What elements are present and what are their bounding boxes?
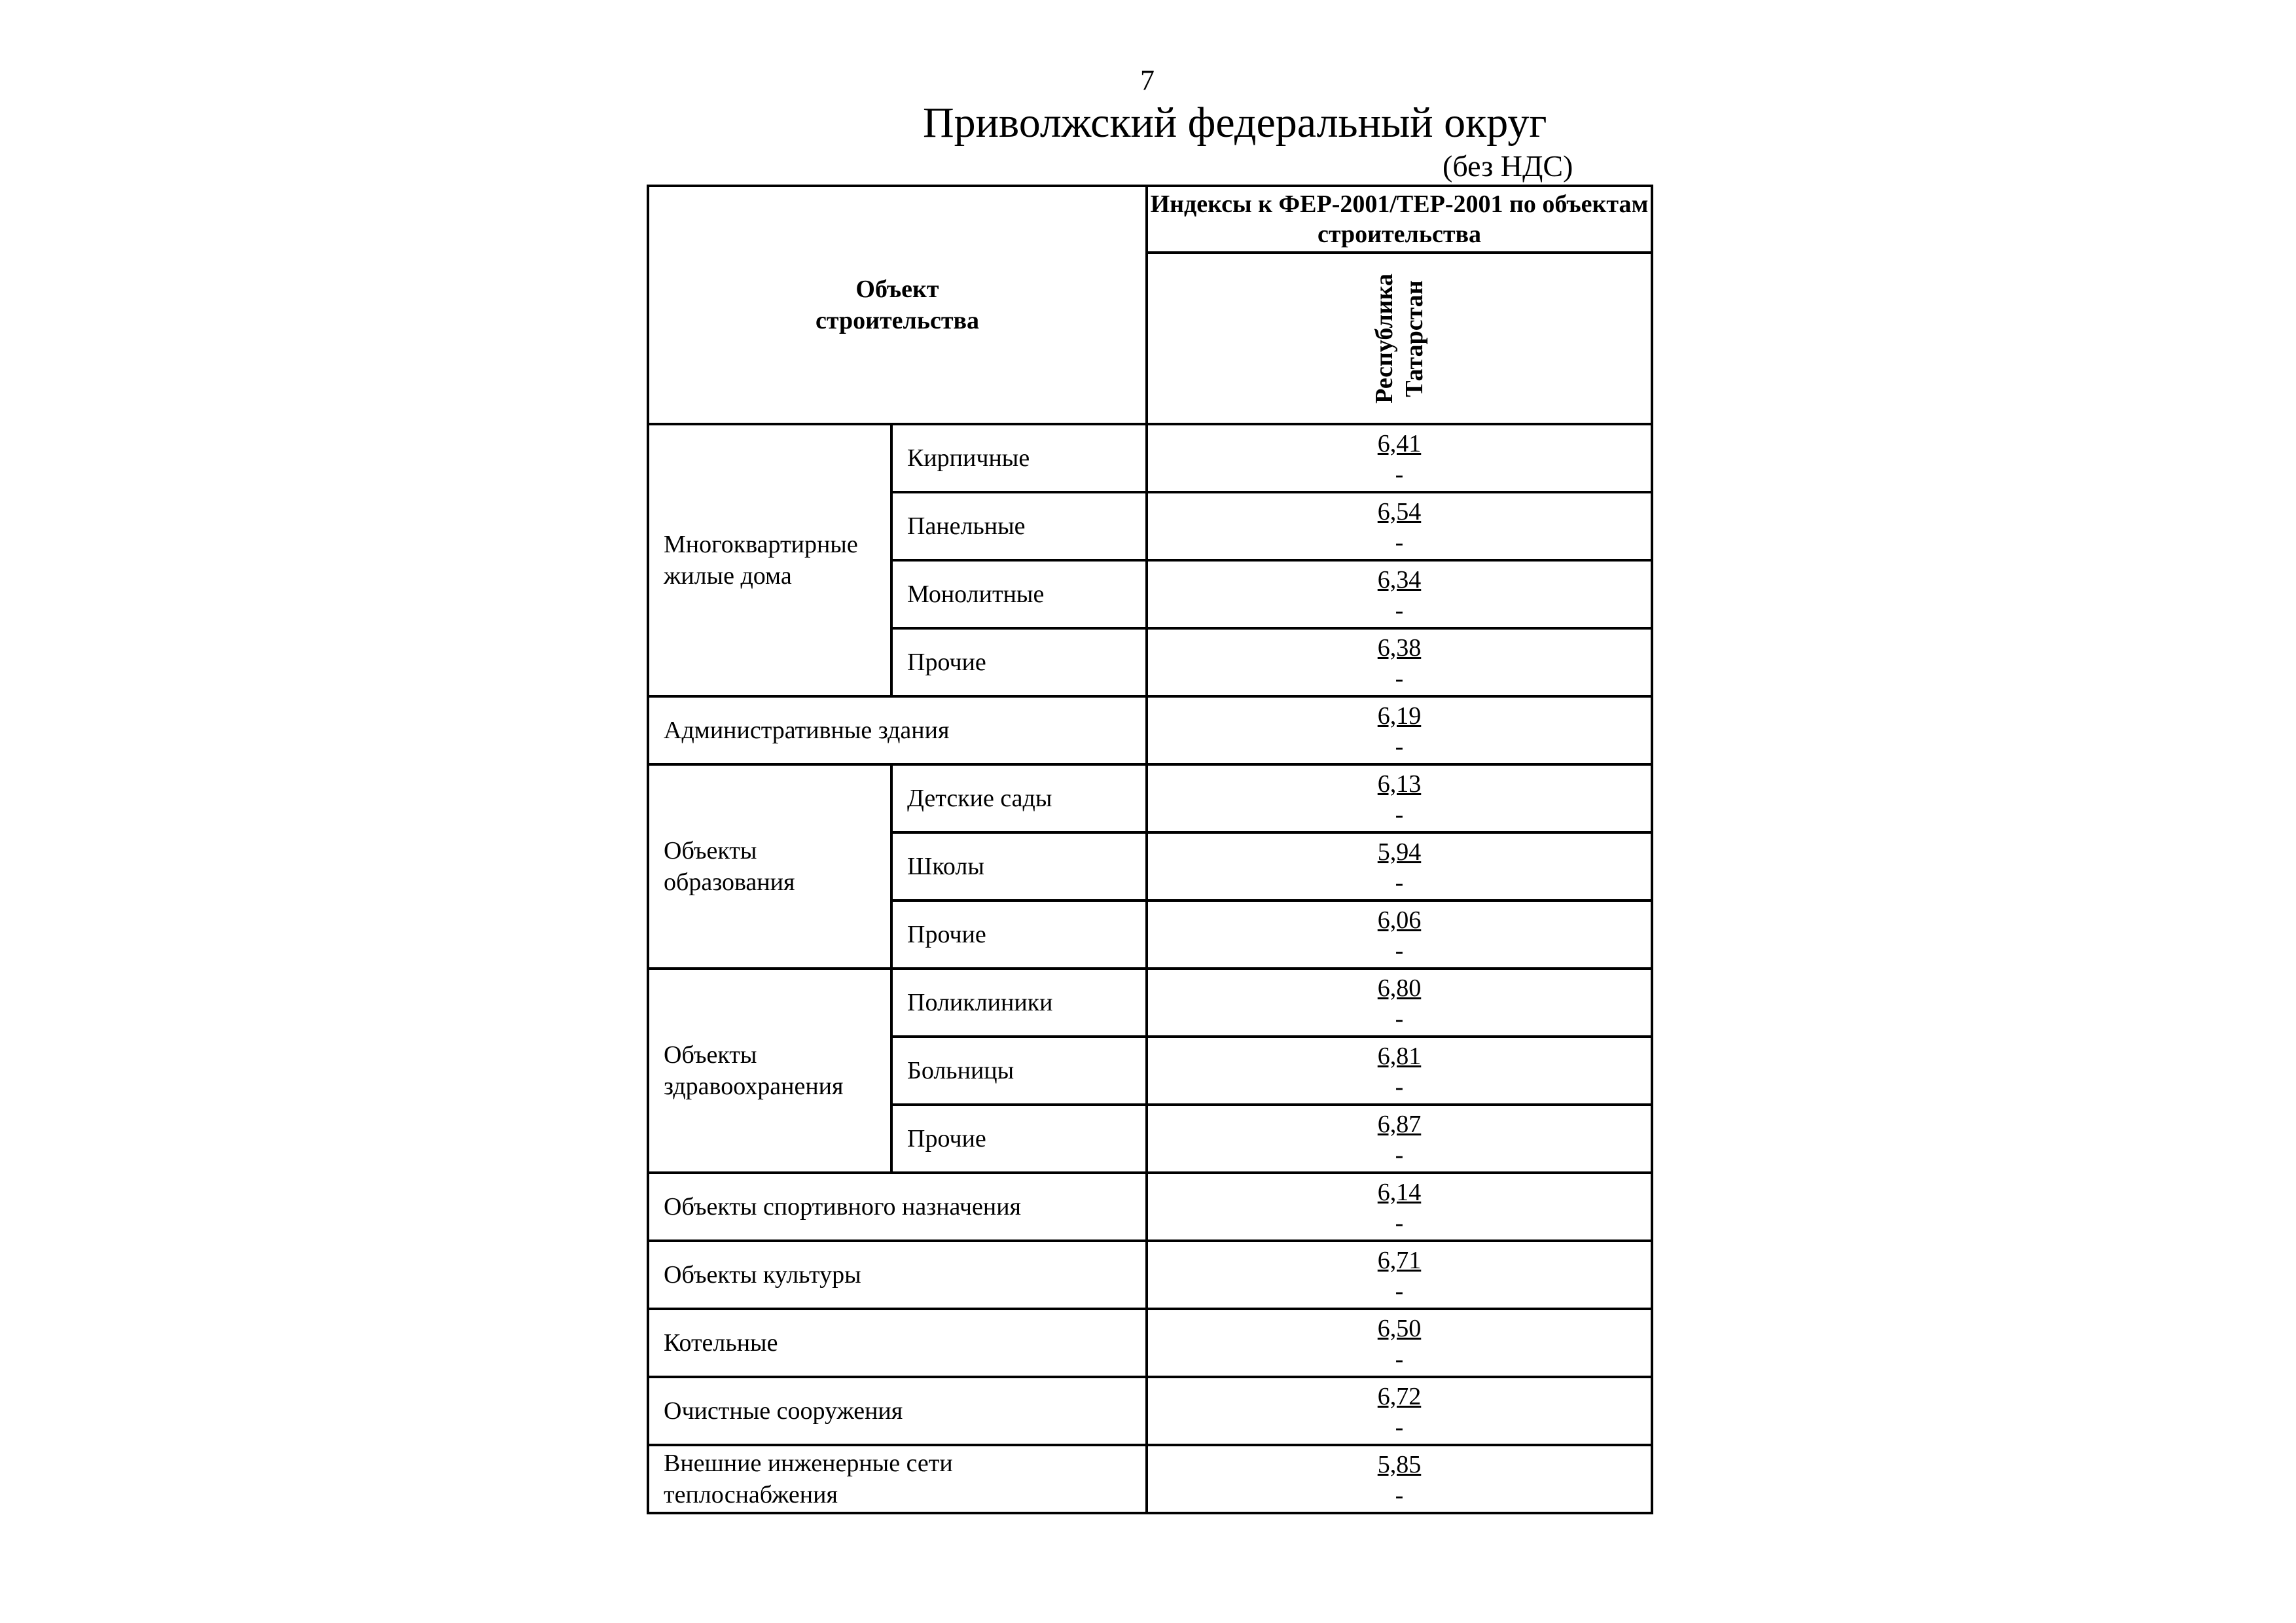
- table-row: [648, 696, 1652, 764]
- row-label: Прочие: [891, 901, 1147, 969]
- row-label: Прочие: [891, 628, 1147, 696]
- row-value: [1147, 969, 1652, 1037]
- index-dash: -: [1395, 529, 1404, 556]
- row-label: Больницы: [891, 1037, 1147, 1105]
- index-dash: -: [1395, 597, 1404, 624]
- index-dash: -: [1395, 1414, 1404, 1441]
- row-value: [1147, 1309, 1652, 1377]
- header-region-line1: Республика: [1371, 273, 1398, 404]
- index-dash: -: [1395, 1346, 1404, 1373]
- row-label: Очистные сооружения: [648, 1377, 1147, 1445]
- index-dash: -: [1395, 1482, 1404, 1509]
- header-object-line1: Объект: [855, 276, 939, 303]
- group-label-line: здравоохранения: [664, 1073, 844, 1100]
- index-dash: -: [1395, 1073, 1404, 1101]
- index-dash: -: [1395, 733, 1404, 760]
- row-label-line: Внешние инженерные сети: [664, 1450, 953, 1477]
- index-value: 6,13: [1377, 770, 1422, 798]
- group-label-line: жилые дома: [664, 562, 792, 590]
- row-label: Школы: [891, 832, 1147, 901]
- row-value: [1147, 1173, 1652, 1241]
- row-label: Объекты культуры: [648, 1241, 1147, 1309]
- table-row: [648, 1241, 1652, 1309]
- index-value: 6,14: [1377, 1179, 1422, 1206]
- index-dash: -: [1395, 1141, 1404, 1169]
- group-label-line: Объекты: [664, 1041, 757, 1069]
- row-value: [1147, 1105, 1652, 1173]
- group-label-healthcare: [648, 969, 891, 1173]
- index-dash: -: [1395, 665, 1404, 692]
- index-value: 6,71: [1377, 1247, 1422, 1274]
- index-dash: -: [1395, 869, 1404, 897]
- index-dash: -: [1395, 461, 1404, 488]
- index-dash: -: [1395, 937, 1404, 965]
- header-row-1: [648, 186, 1652, 253]
- row-value: [1147, 1445, 1652, 1513]
- index-value: 6,06: [1377, 906, 1422, 934]
- row-value: [1147, 1377, 1652, 1445]
- index-dash: -: [1395, 1005, 1404, 1033]
- table-row: [648, 424, 1652, 492]
- row-label: Прочие: [891, 1105, 1147, 1173]
- index-value: 6,38: [1377, 634, 1422, 662]
- row-label: Административные здания: [648, 696, 1147, 764]
- index-value: 6,80: [1377, 974, 1422, 1002]
- row-label: Поликлиники: [891, 969, 1147, 1037]
- table-row: [648, 1173, 1652, 1241]
- row-label: Кирпичные: [891, 424, 1147, 492]
- header-indices-title: Индексы к ФЕР-2001/ТЕР-2001 по объектам строительства: [1147, 186, 1652, 253]
- header-object-line2: строительства: [815, 307, 980, 334]
- index-value: 6,19: [1377, 702, 1422, 730]
- index-value: 6,54: [1377, 498, 1422, 526]
- table-row: [648, 1445, 1652, 1513]
- row-value: [1147, 764, 1652, 832]
- page-title: Приволжский федеральный округ: [923, 99, 1547, 147]
- group-label-housing: [648, 424, 891, 696]
- table-row: [648, 1309, 1652, 1377]
- index-dash: -: [1395, 1277, 1404, 1305]
- row-label: Котельные: [648, 1309, 1147, 1377]
- group-label-line: Многоквартирные: [664, 531, 858, 558]
- index-value: 6,87: [1377, 1111, 1422, 1138]
- table-row: [648, 969, 1652, 1037]
- row-label: Детские сады: [891, 764, 1147, 832]
- row-value: [1147, 628, 1652, 696]
- row-value: [1147, 1037, 1652, 1105]
- index-value: 6,72: [1377, 1383, 1422, 1410]
- header-object: [648, 186, 1147, 424]
- row-label-line: теплоснабжения: [664, 1481, 838, 1508]
- row-value: [1147, 696, 1652, 764]
- row-value: [1147, 492, 1652, 560]
- index-value: 6,50: [1377, 1315, 1422, 1342]
- index-value: 6,81: [1377, 1043, 1422, 1070]
- row-value: [1147, 1241, 1652, 1309]
- row-label: Монолитные: [891, 560, 1147, 628]
- header-region-line2: Татарстан: [1401, 279, 1428, 397]
- header-region: [1147, 253, 1652, 424]
- index-value: 5,94: [1377, 838, 1422, 866]
- page-number: 7: [1140, 64, 1155, 96]
- index-value: 6,34: [1377, 566, 1422, 594]
- vat-note: (без НДС): [1443, 149, 1573, 183]
- row-label: Панельные: [891, 492, 1147, 560]
- row-label: Объекты спортивного назначения: [648, 1173, 1147, 1241]
- group-label-line: образования: [664, 868, 795, 896]
- row-value: [1147, 560, 1652, 628]
- index-value: 5,85: [1377, 1451, 1422, 1478]
- row-value: [1147, 901, 1652, 969]
- index-dash: -: [1395, 1209, 1404, 1237]
- table-row: [648, 1377, 1652, 1445]
- group-label-education: [648, 764, 891, 969]
- index-value: 6,41: [1377, 430, 1422, 457]
- group-label-line: Объекты: [664, 837, 757, 865]
- row-value: [1147, 832, 1652, 901]
- table-row: [648, 764, 1652, 832]
- index-dash: -: [1395, 801, 1404, 829]
- index-table: [647, 185, 1653, 1514]
- row-label-heating-networks: [648, 1445, 1147, 1513]
- row-value: [1147, 424, 1652, 492]
